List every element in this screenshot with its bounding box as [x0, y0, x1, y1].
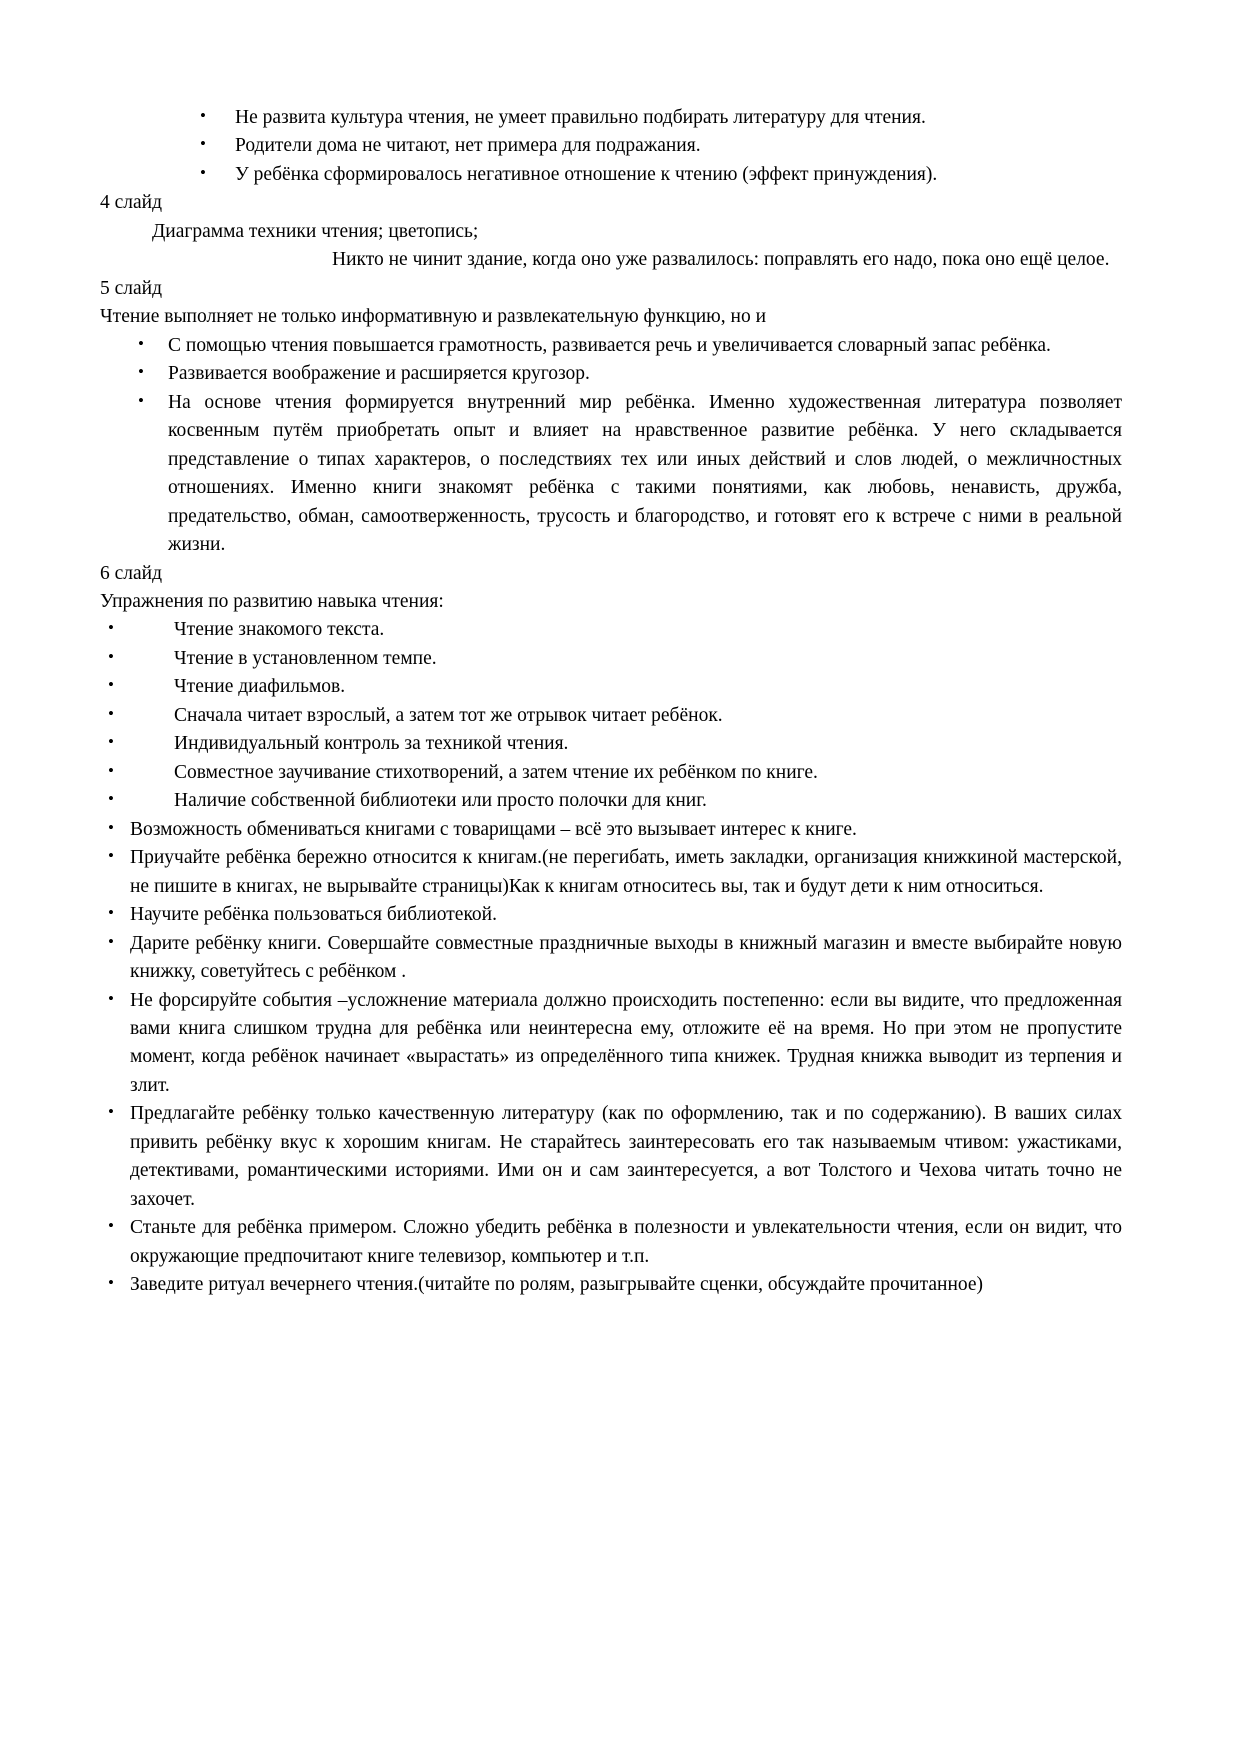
list-item: • Не форсируйте события –усложнение материала должно происходить постепенно: если вы видите, что предложенная вами книга слишком трудна для ребёнка или неинтересна ему, отложите её на время. Но при этом не пропустите момент, когда ребёнок начинает «вырастать» из определённого типа книжек. Трудная книжка выводит из терпения и злит. — [100, 987, 1122, 1101]
list-item: • Предлагайте ребёнку только качественную литературу (как по оформлению, так и по содержанию). В ваших силах привить ребёнку вкус к хорошим книгам. Не старайтесь заинтересовать его так называемым чтивом: ужастиками, детективами, романтическими историями. Ими он и сам заинтересуется, а вот Толстого и Чехова читать точно не захочет. — [100, 1100, 1122, 1214]
list-item: • Сначала читает взрослый, а затем тот же отрывок читает ребёнок. — [100, 702, 1122, 730]
list-item: • На основе чтения формируется внутренний мир ребёнка. Именно художественная литература позволяет косвенным путём приобретать опыт и влияет на нравственное развитие ребёнка. У него складывается представление о типах характеров, о последствиях тех или иных действий и слов людей, о межличностных отношениях. Именно книги знакомят ребёнка с такими понятиями, как любовь, ненависть, дружба, предательство, обман, самоотверженность, трусость и благородство, и готовят его к встрече с ними в реальной жизни. — [100, 389, 1122, 560]
list-item: • Развивается воображение и расширяется кругозор. — [100, 360, 1122, 388]
slide-6-advice-list — [100, 816, 1122, 1300]
slide-5-bullet-list — [100, 332, 1122, 560]
document-body — [100, 104, 1122, 1300]
list-item: • Научите ребёнка пользоваться библиотекой. — [100, 901, 1122, 929]
slide-4-heading: 4 слайд — [100, 192, 163, 214]
list-item: • Станьте для ребёнка примером. Сложно убедить ребёнка в полезности и увлекательности чтения, если он видит, что окружающие предпочитают книге телевизор, компьютер и т.п. — [100, 1214, 1122, 1271]
list-item: • Не развита культура чтения, не умеет правильно подбирать литературу для чтения. — [100, 104, 1122, 132]
slide-6-intro: Упражнения по развитию навыка чтения: — [100, 590, 444, 612]
list-item: • Чтение диафильмов. — [100, 673, 1122, 701]
list-item: • Заведите ритуал вечернего чтения.(читайте по ролям, разыгрывайте сценки, обсуждайте прочитанное) — [100, 1271, 1122, 1299]
list-item: • Чтение в установленном темпе. — [100, 645, 1122, 673]
slide-6-heading: 6 слайд — [100, 562, 163, 584]
list-item: • Дарите ребёнку книги. Совершайте совместные праздничные выходы в книжный магазин и вместе выбирайте новую книжку, советуйтесь с ребёнком . — [100, 930, 1122, 987]
slide-4-line: Диаграмма техники чтения; цветопись; — [152, 220, 479, 242]
list-item: • Совместное заучивание стихотворений, а затем чтение их ребёнком по книге. — [100, 759, 1122, 787]
list-item: • С помощью чтения повышается грамотность, развивается речь и увеличивается словарный запас ребёнка. — [100, 332, 1122, 360]
list-item: • Возможность обмениваться книгами с товарищами – всё это вызывает интерес к книге. — [100, 816, 1122, 844]
list-item: • Родители дома не читают, нет примера для подражания. — [100, 132, 1122, 160]
list-item: • Наличие собственной библиотеки или просто полочки для книг. — [100, 787, 1122, 815]
slide-5-intro: Чтение выполняет не только информативную и развлекательную функцию, но и — [100, 306, 766, 328]
list-item: • Приучайте ребёнка бережно относится к книгам.(не перегибать, иметь закладки, организация книжкиной мастерской, не пишите в книгах, не вырывайте страницы)Как к книгам относитесь вы, так и будут дети к ним относиться. — [100, 844, 1122, 901]
list-item: • У ребёнка сформировалось негативное отношение к чтению (эффект принуждения). — [100, 161, 1122, 189]
slide-6-exercise-list — [100, 616, 1122, 815]
list-item: • Чтение знакомого текста. — [100, 616, 1122, 644]
slide-5-heading: 5 слайд — [100, 277, 163, 299]
top-bullet-list — [100, 104, 1122, 189]
slide-4-quote: Никто не чинит здание, когда оно уже развалилось: поправлять его надо, пока оно ещё целое. — [332, 249, 1110, 271]
list-item: • Индивидуальный контроль за техникой чтения. — [100, 730, 1122, 758]
